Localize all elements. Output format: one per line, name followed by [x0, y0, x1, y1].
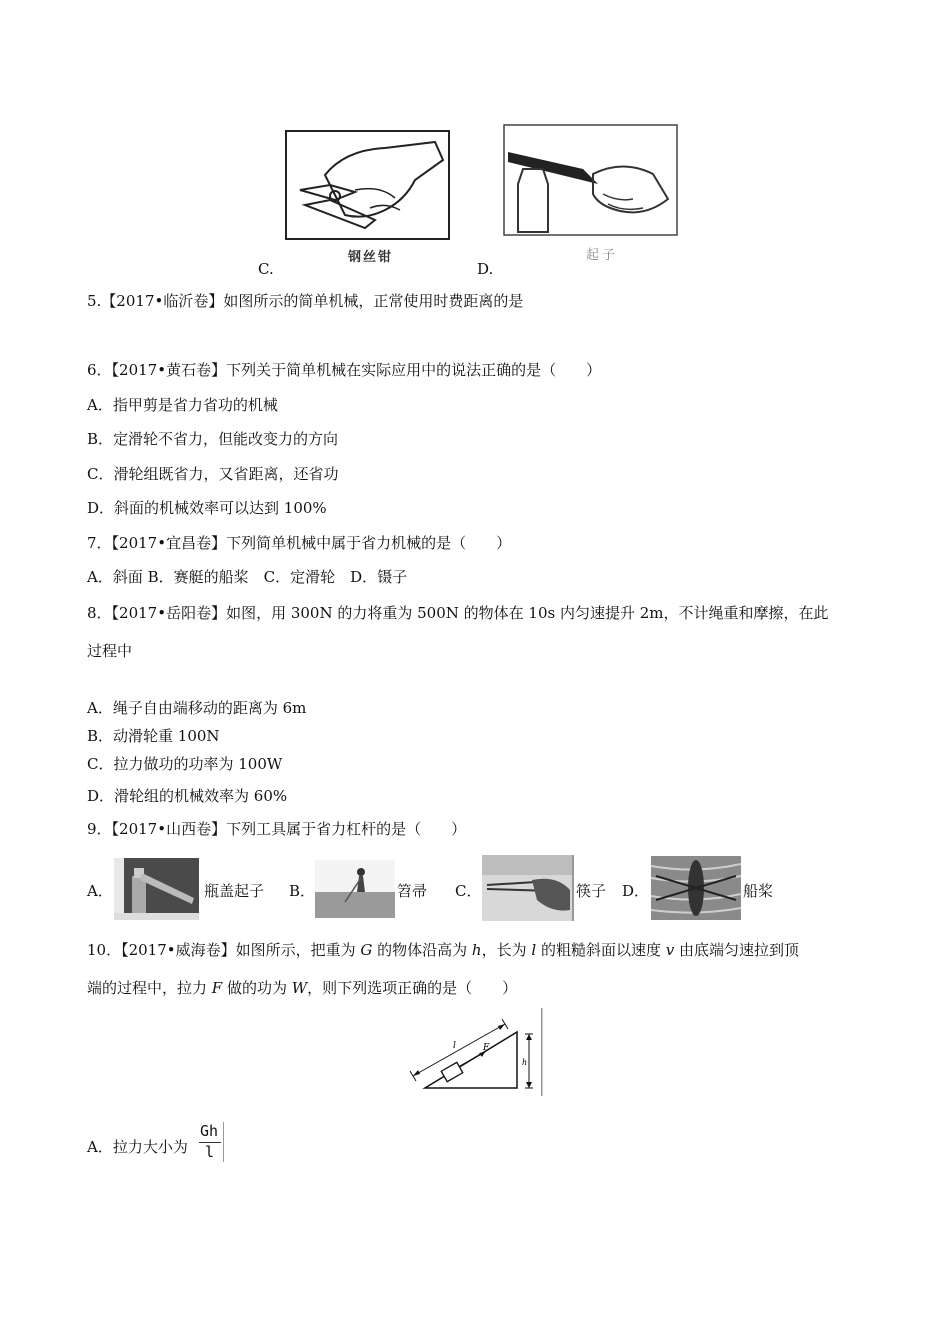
- var-v: v: [665, 941, 675, 959]
- q9-image-chopsticks: [482, 855, 574, 921]
- caption-wire-pliers: 钢丝钳: [348, 250, 394, 265]
- var-G: G: [360, 941, 373, 959]
- broom-image: [315, 860, 395, 918]
- q9-stem: 9．【2017•山西卷】下列工具属于省力杠杆的是（ ）: [87, 820, 467, 838]
- figure-label-l: l: [453, 1041, 456, 1051]
- bottle-opener-image: [503, 124, 678, 236]
- figure-wire-pliers: [285, 130, 450, 240]
- q10-stem-line1: [87, 940, 799, 960]
- q10-text: 的粗糙斜面以速度: [536, 941, 666, 959]
- wire-pliers-image: [285, 130, 450, 240]
- q9-option-b-text: 笤帚: [397, 882, 428, 900]
- q6-option-d: D．斜面的机械效率可以达到 100%: [87, 499, 327, 517]
- q6-option-a: A．指甲剪是省力省功的机械: [87, 396, 278, 414]
- q9-option-c-text: 筷子: [576, 882, 607, 900]
- q9-image-broom: [315, 860, 395, 918]
- inclined-plane-diagram: [405, 1008, 545, 1096]
- q7-options: A．斜面 B．赛艇的船桨 C．定滑轮 D．镊子: [87, 568, 408, 586]
- q9-option-b-label: B．: [289, 882, 316, 900]
- figure-label-F: F: [483, 1043, 490, 1053]
- q10-stem-line2: [87, 978, 517, 998]
- option-c-label: C.: [258, 260, 274, 278]
- q5-stem: 5.【2017•临沂卷】如图所示的简单机械，正常使用时费距离的是: [87, 292, 524, 310]
- fraction-numerator: Gh: [200, 1122, 219, 1140]
- q6-option-c: C．滑轮组既省力，又省距离，还省功: [87, 465, 339, 483]
- fraction-denominator: l: [205, 1143, 215, 1161]
- fraction-gh-over-l: [198, 1122, 224, 1162]
- fraction-image-edge: [223, 1122, 224, 1162]
- var-h: h: [471, 941, 482, 959]
- q10-text: ，则下列选项正确的是（ ）: [307, 979, 518, 997]
- bottle-cap-opener-image: [114, 858, 199, 920]
- var-W: W: [291, 979, 308, 997]
- q6-stem: 6．【2017•黄石卷】下列关于简单机械在实际应用中的说法正确的是（ ）: [87, 361, 602, 379]
- q8-option-c: C．拉力做功的功率为 100W: [87, 755, 283, 773]
- q9-option-a-label: A．: [87, 882, 113, 900]
- q9-option-c-label: C．: [455, 882, 482, 900]
- q10-text: 由底端匀速拉到顶: [674, 941, 799, 959]
- q8-option-d: D．滑轮组的机械效率为 60%: [87, 787, 288, 805]
- q9-image-oar: [651, 856, 741, 920]
- q10-text: 10．【2017•威海卷】如图所示，把重为: [87, 941, 361, 959]
- q7-stem: 7．【2017•宜昌卷】下列简单机械中属于省力机械的是（ ）: [87, 534, 512, 552]
- figure-bottle-opener: [503, 124, 678, 236]
- chopsticks-image: [482, 855, 574, 921]
- inclined-plane-svg: [405, 1008, 545, 1096]
- q9-option-d-text: 船桨: [743, 882, 774, 900]
- q10-text: 端的过程中，拉力: [87, 979, 212, 997]
- q9-option-d-label: D．: [622, 882, 650, 900]
- q10-text: 做的功为: [222, 979, 292, 997]
- q8-option-b: B．动滑轮重 100N: [87, 727, 220, 745]
- q10-text: ，长为: [481, 941, 532, 959]
- figure-label-h: h: [522, 1058, 528, 1067]
- var-l: l: [531, 941, 537, 959]
- q8-stem-line1: 8．【2017•岳阳卷】如图，用 300N 的力将重为 500N 的物体在 10s 内匀速提升 2m，不计绳重和摩擦，在此: [87, 604, 829, 622]
- q10-option-a: A．拉力大小为: [87, 1138, 188, 1156]
- q9-option-a-text: 瓶盖起子: [204, 882, 265, 900]
- q8-stem-line2: 过程中: [87, 642, 133, 660]
- q10-text: 的物体沿高为: [372, 941, 472, 959]
- option-d-label: D.: [477, 260, 494, 278]
- caption-bottle-opener: 起子: [586, 248, 619, 263]
- q9-image-bottle-cap-opener: [114, 858, 199, 920]
- oar-image: [651, 856, 741, 920]
- q6-option-b: B．定滑轮不省力，但能改变力的方向: [87, 430, 339, 448]
- q8-option-a: A．绳子自由端移动的距离为 6m: [87, 699, 307, 717]
- var-F: F: [211, 979, 223, 997]
